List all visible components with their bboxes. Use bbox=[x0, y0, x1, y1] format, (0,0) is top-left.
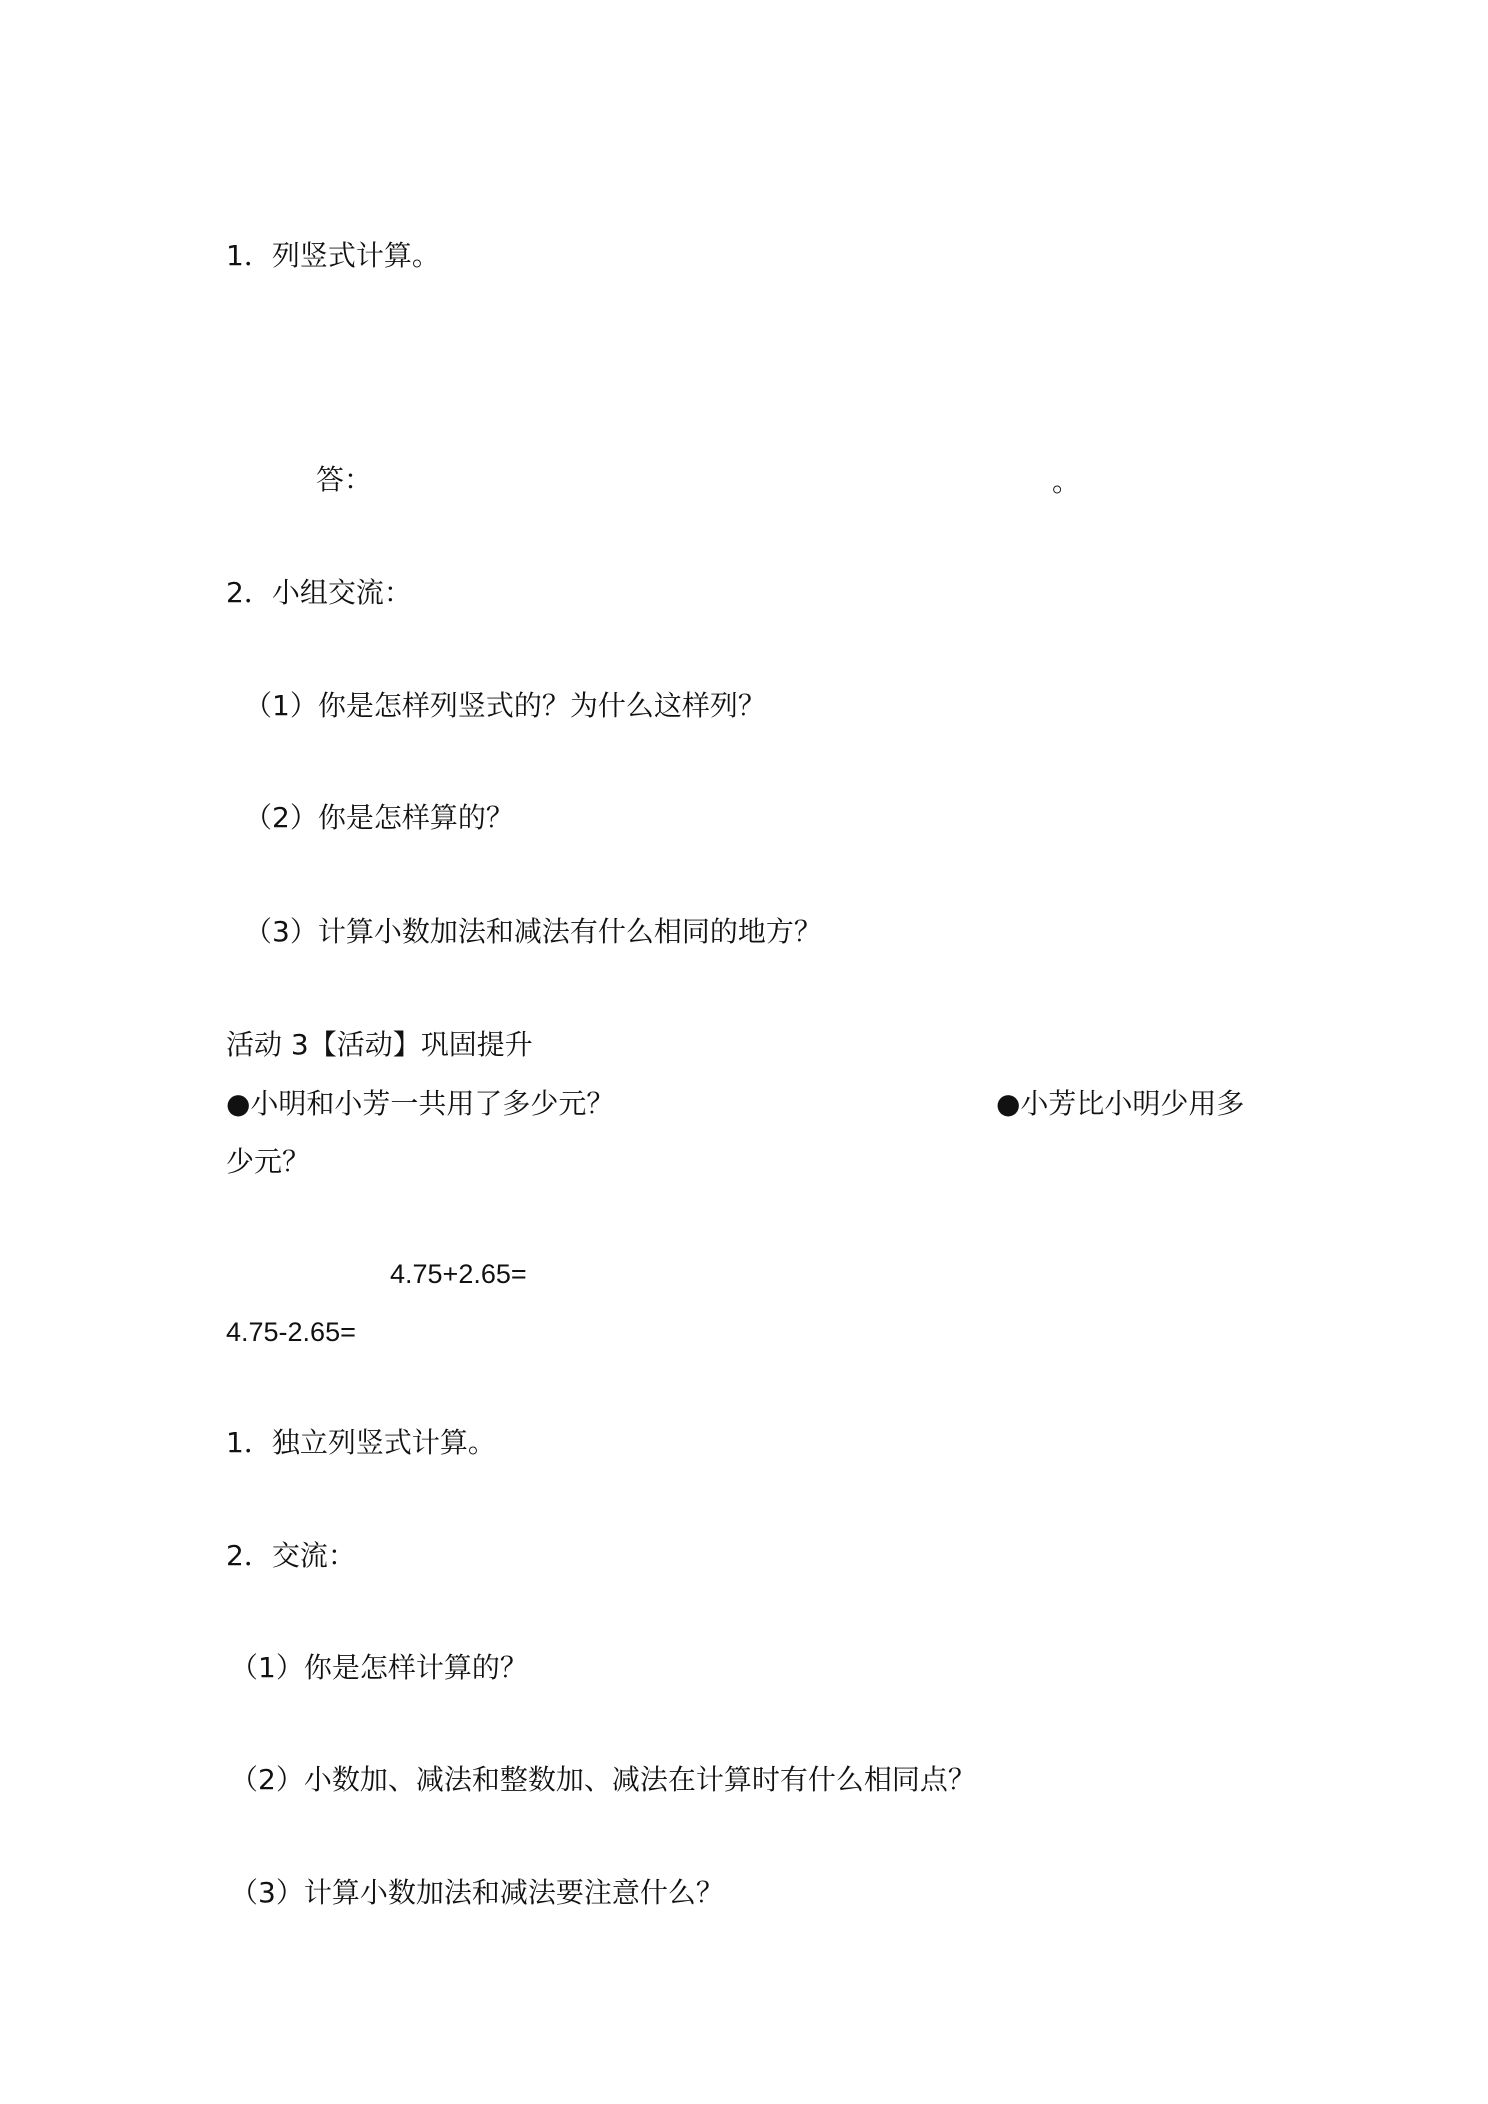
answer-period: 。 bbox=[1052, 465, 1081, 498]
item-1-independent-calculation: 1．独立列竖式计算。 bbox=[226, 1426, 496, 1459]
expression-addition: 4.75+2.65= bbox=[390, 1259, 527, 1289]
discussion-question-1: （1）你是怎样列竖式的？为什么这样列？ bbox=[244, 689, 766, 722]
item-2-group-discussion: 2．小组交流： bbox=[226, 576, 412, 609]
discussion-question-3: （3）计算小数加法和减法有什么相同的地方？ bbox=[244, 915, 822, 948]
discussion-question-2: （2）你是怎样算的？ bbox=[244, 801, 514, 834]
expression-subtraction: 4.75-2.65= bbox=[226, 1317, 356, 1347]
prompt-difference-continued: 少元？ bbox=[226, 1145, 311, 1178]
prompt-difference: ●小芳比小明少用多 bbox=[996, 1087, 1245, 1120]
answer-label: 答： bbox=[316, 463, 373, 496]
exchange-question-3: （3）计算小数加法和减法要注意什么？ bbox=[230, 1876, 724, 1909]
item-1-vertical-calculation: 1．列竖式计算。 bbox=[226, 239, 440, 272]
activity-3-heading: 活动 3【活动】巩固提升 bbox=[226, 1028, 533, 1061]
prompt-total-spent: ●小明和小芳一共用了多少元？ bbox=[226, 1087, 615, 1120]
item-2-exchange: 2．交流： bbox=[226, 1539, 356, 1572]
exchange-question-1: （1）你是怎样计算的？ bbox=[230, 1651, 528, 1684]
exchange-question-2: （2）小数加、减法和整数加、减法在计算时有什么相同点？ bbox=[230, 1763, 976, 1796]
